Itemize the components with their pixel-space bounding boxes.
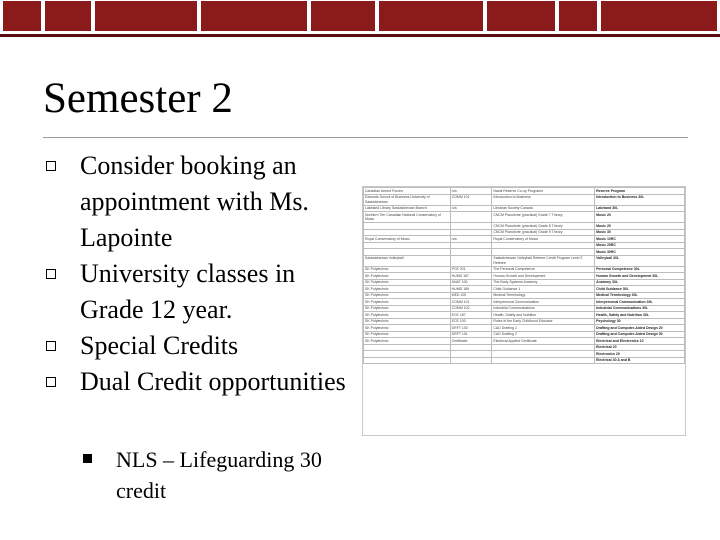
bullet-item bbox=[43, 364, 363, 400]
table-cell: Medical Terminology bbox=[492, 292, 595, 299]
table-cell: Roles of the Early Childhood Educator bbox=[492, 318, 595, 325]
table-cell: Edwards School of Business University of Saskatchewan bbox=[364, 194, 451, 205]
filled-square-bullet-icon bbox=[83, 454, 92, 463]
table-cell: CNCM Pianoforte (practical) Grade 9 Theory bbox=[492, 229, 595, 236]
sub-bullet-list bbox=[81, 440, 351, 506]
table-cell bbox=[450, 357, 492, 364]
table-cell: Electrical and Electronics 10 bbox=[595, 338, 685, 345]
table-cell: Reserve Program bbox=[595, 188, 685, 195]
sub-bullet-text: NLS – Lifeguarding 30 credit bbox=[116, 447, 322, 503]
table-cell: DRFT 101 bbox=[450, 331, 492, 338]
bullet-text: Consider booking an appointment with Ms. Lapointe bbox=[80, 151, 309, 252]
bullet-item bbox=[43, 148, 363, 256]
bullet-list bbox=[43, 148, 363, 400]
table-cell: Lakeland 30L bbox=[595, 205, 685, 212]
table-row bbox=[364, 357, 685, 364]
table-cell: Human Growth and Development 30L bbox=[595, 273, 685, 280]
table-cell: Industrial Communications 30L bbox=[595, 305, 685, 312]
table-cell: Electrical 20 bbox=[595, 344, 685, 351]
table-cell: CNCM Pianoforte (practical) Grade 7 Theory bbox=[492, 212, 595, 223]
table-cell bbox=[450, 255, 492, 266]
table-cell: SK Polytechnic bbox=[364, 279, 451, 286]
sub-bullet-item bbox=[81, 444, 351, 506]
table-cell: HUMD 187 bbox=[450, 273, 492, 280]
table-cell: Music 30 bbox=[595, 229, 685, 236]
table-row bbox=[364, 255, 685, 266]
dual-credit-table bbox=[363, 187, 685, 364]
table-cell: HUMD 189 bbox=[450, 286, 492, 293]
top-bar-segment bbox=[94, 0, 198, 32]
table-cell: DRFT 100 bbox=[450, 325, 492, 332]
bullet-text: Special Credits bbox=[80, 331, 239, 360]
table-cell: SK Polytechnic bbox=[364, 286, 451, 293]
table-cell: Interpersonal Communication bbox=[492, 299, 595, 306]
table-cell: CAD Drafting 1 bbox=[492, 325, 595, 332]
table-cell: SK Polytechnic bbox=[364, 325, 451, 332]
slide-title: Semester 2 bbox=[43, 75, 233, 122]
table-cell: Saskatchewan Volleyball Referee Credit Program Level 2 Referee bbox=[492, 255, 595, 266]
hollow-square-bullet-icon bbox=[46, 269, 56, 279]
dual-credit-table-image bbox=[362, 186, 686, 436]
table-cell: SK Polytechnic bbox=[364, 273, 451, 280]
table-cell: CAD Drafting 2 bbox=[492, 331, 595, 338]
top-bar-underline bbox=[0, 34, 720, 37]
table-cell: Lakeland Library Saskatchewan Branch bbox=[364, 205, 451, 212]
top-bar-segment bbox=[44, 0, 92, 32]
table-cell: Royal Conservatory of Music bbox=[364, 236, 451, 243]
table-cell: Child Guidance 1 bbox=[492, 286, 595, 293]
table-row bbox=[364, 194, 685, 205]
bullet-text: University classes in Grade 12 year. bbox=[80, 259, 296, 324]
table-cell: ECE 187 bbox=[450, 312, 492, 319]
top-bar-segment bbox=[200, 0, 308, 32]
table-cell: Northern Tier Canadian National Conservatory of Music bbox=[364, 212, 451, 223]
table-cell: Interpersonal Communication 30L bbox=[595, 299, 685, 306]
table-cell: Medical Terminology 30L bbox=[595, 292, 685, 299]
title-divider bbox=[43, 137, 688, 138]
bullet-item bbox=[43, 256, 363, 328]
table-cell: Health, Safety and Nutrition 30L bbox=[595, 312, 685, 319]
top-bar-segment bbox=[600, 0, 718, 32]
bullet-text: Dual Credit opportunities bbox=[80, 367, 346, 396]
table-cell: SK Polytechnic bbox=[364, 318, 451, 325]
table-cell: The Body Systems Anatomy bbox=[492, 279, 595, 286]
table-cell: Health, Safety and Nutrition bbox=[492, 312, 595, 319]
table-cell: SK Polytechnic bbox=[364, 292, 451, 299]
table-cell: Certificate bbox=[450, 338, 492, 345]
table-cell: Saskatchewan Volleyball bbox=[364, 255, 451, 266]
table-cell: The Personal Competence bbox=[492, 266, 595, 273]
table-cell: Child Guidance 30L bbox=[595, 286, 685, 293]
table-cell: Librarian Society Canada bbox=[492, 205, 595, 212]
table-cell: CNCM Pianoforte (practical) Grade 8 Theory bbox=[492, 223, 595, 230]
top-bar-segment bbox=[558, 0, 598, 32]
table-cell bbox=[450, 212, 492, 223]
table-cell: COMM 101 bbox=[450, 299, 492, 306]
table-cell: Introduction to Business bbox=[492, 194, 595, 205]
table-cell: Naval Reserve Co-op Programs bbox=[492, 188, 595, 195]
table-cell: SK Polytechnic bbox=[364, 338, 451, 345]
table-cell: Human Growth and Development bbox=[492, 273, 595, 280]
table-cell: COMM 102 bbox=[450, 305, 492, 312]
table-cell: SK Polytechnic bbox=[364, 312, 451, 319]
table-cell: Music 20 bbox=[595, 212, 685, 223]
table-cell: n/a bbox=[450, 188, 492, 195]
top-decorative-bar bbox=[0, 0, 720, 38]
top-bar-segment bbox=[310, 0, 376, 32]
table-cell: n/a bbox=[450, 205, 492, 212]
table-cell: SK Polytechnic bbox=[364, 331, 451, 338]
top-bar-segment bbox=[2, 0, 42, 32]
table-cell: Drafting and Computer-Aided Design 20 bbox=[595, 325, 685, 332]
table-cell: Royal Conservatory of Music bbox=[492, 236, 595, 243]
hollow-square-bullet-icon bbox=[46, 341, 56, 351]
table-cell: PCE 201 bbox=[450, 266, 492, 273]
table-cell: Psychology 30 bbox=[595, 318, 685, 325]
table-cell: ECE 100 bbox=[450, 318, 492, 325]
table-cell: Introduction to Business 30L bbox=[595, 194, 685, 205]
table-cell: Canadian Armed Forces bbox=[364, 188, 451, 195]
table-cell: SK Polytechnic bbox=[364, 266, 451, 273]
table-cell: Personal Competence 30L bbox=[595, 266, 685, 273]
table-cell: Industrial Communications bbox=[492, 305, 595, 312]
top-bar-segment bbox=[378, 0, 484, 32]
table-cell: Volleyball 30L bbox=[595, 255, 685, 266]
bullet-item bbox=[43, 328, 363, 364]
table-cell: n/a bbox=[450, 236, 492, 243]
hollow-square-bullet-icon bbox=[46, 377, 56, 387]
table-cell: Music 20 bbox=[595, 223, 685, 230]
table-cell: SK Polytechnic bbox=[364, 305, 451, 312]
table-cell: Music 10RC bbox=[595, 236, 685, 243]
table-cell bbox=[492, 357, 595, 364]
table-cell bbox=[364, 357, 451, 364]
table-cell: Drafting and Computer-Aided Design 30 bbox=[595, 331, 685, 338]
hollow-square-bullet-icon bbox=[46, 161, 56, 171]
table-cell: Music 30RC bbox=[595, 249, 685, 256]
table-cell: Music 20RC bbox=[595, 242, 685, 249]
table-cell: Electrical Applied Certificate bbox=[492, 338, 595, 345]
table-cell: Electronics 20 bbox=[595, 351, 685, 358]
table-cell: SK Polytechnic bbox=[364, 299, 451, 306]
table-cell: Electrical 30 A and B bbox=[595, 357, 685, 364]
table-row bbox=[364, 212, 685, 223]
table-cell: COMM 101 bbox=[450, 194, 492, 205]
table-cell: MED 100 bbox=[450, 292, 492, 299]
table-cell: ANAT 100 bbox=[450, 279, 492, 286]
table-cell: Anatomy 30L bbox=[595, 279, 685, 286]
top-bar-segment bbox=[486, 0, 556, 32]
